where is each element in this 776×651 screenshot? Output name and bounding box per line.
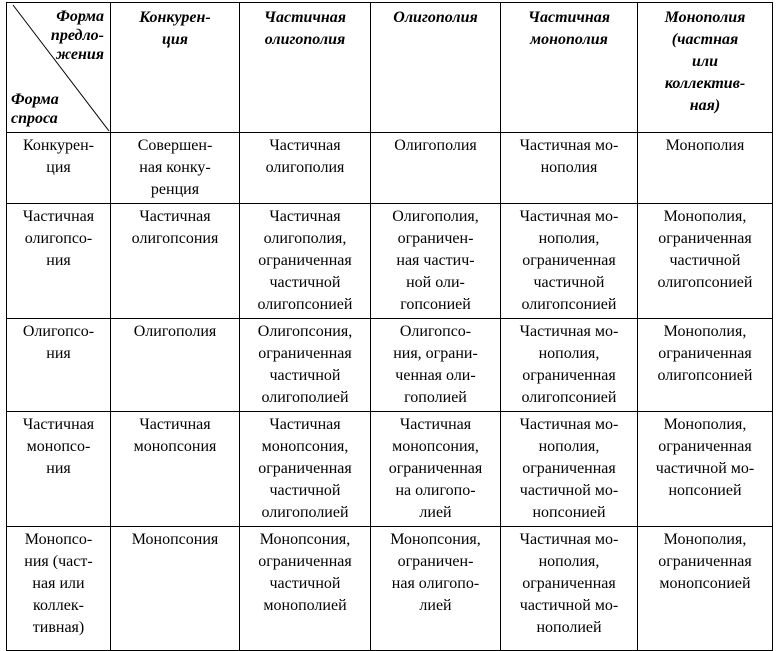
table-cell: Частичная монопсония, ограниченная частичной олигополией	[240, 412, 371, 527]
supply-form-label: Форма предло- жения	[50, 8, 104, 63]
table-cell: Частичная мо- нополия	[501, 133, 638, 204]
table-cell: Частичная олигополия	[240, 133, 371, 204]
column-header: Частичная олигополия	[240, 3, 371, 133]
table-cell: Частичная олигополия, ограниченная частичной олигопсонией	[240, 204, 371, 319]
table-cell: Олигопсо- ния, ограни- ченная оли- гополией	[371, 319, 501, 412]
table-cell: Частичная монопсония, ограниченная на олигопо- лией	[371, 412, 501, 527]
table-cell: Монополия	[638, 133, 773, 204]
market-forms-table	[6, 2, 773, 651]
table-cell: Монополия, ограниченная олигопсонией	[638, 319, 773, 412]
table-row	[7, 204, 773, 319]
table-row	[7, 319, 773, 412]
column-header: Монополия (частная или коллектив- ная)	[638, 3, 773, 133]
table-cell: Частичная олигопсония	[111, 204, 240, 319]
table-cell: Частичная мо- нополия, ограниченная частичной мо- нопсонией	[501, 412, 638, 527]
column-header: Конкурен- ция	[111, 3, 240, 133]
corner-header-cell	[7, 3, 111, 133]
row-header: Конкурен- ция	[7, 133, 111, 204]
table-row	[7, 133, 773, 204]
table-cell: Олигополия, ограничен- ная частич- ной оли- гопсонией	[371, 204, 501, 319]
table-row	[7, 527, 773, 651]
table-cell: Частичная мо- нополия, ограниченная частичной мо- нополией	[501, 527, 638, 651]
header-row	[7, 3, 773, 133]
table-cell: Монополия, ограниченная частичной олигопсонией	[638, 204, 773, 319]
table-cell: Частичная монопсония	[111, 412, 240, 527]
table-cell: Совершен- ная конку- ренция	[111, 133, 240, 204]
table-cell: Олигополия	[371, 133, 501, 204]
table-cell: Монополия, ограниченная частичной мо- нопсонией	[638, 412, 773, 527]
column-header: Частичная монополия	[501, 3, 638, 133]
column-header: Олигополия	[371, 3, 501, 133]
row-header: Частичная монопсо- ния	[7, 412, 111, 527]
row-header: Частичная олигопсо- ния	[7, 204, 111, 319]
table-row	[7, 412, 773, 527]
table-cell: Монопсония, ограничен- ная олигопо- лией	[371, 527, 501, 651]
table-cell: Олигополия	[111, 319, 240, 412]
table-cell: Монопсония	[111, 527, 240, 651]
table-cell: Монопсония, ограниченная частичной монополией	[240, 527, 371, 651]
demand-form-label: Форма спроса	[11, 91, 59, 127]
row-header: Олигопсо- ния	[7, 319, 111, 412]
table-cell: Частичная мо- нополия, ограниченная частичной олигопсонией	[501, 204, 638, 319]
table-cell: Монополия, ограниченная монопсонией	[638, 527, 773, 651]
row-header: Монопсо- ния (част- ная или коллек- тивная)	[7, 527, 111, 651]
table-cell: Олигопсония, ограниченная частичной олигополией	[240, 319, 371, 412]
table-cell: Частичная мо- нополия, ограниченная олигопсонией	[501, 319, 638, 412]
